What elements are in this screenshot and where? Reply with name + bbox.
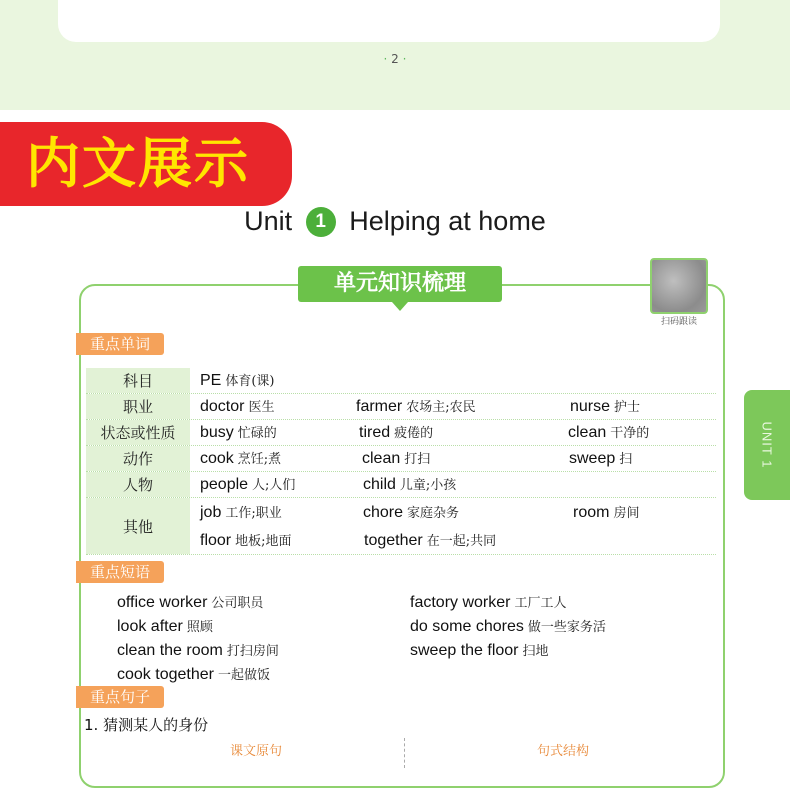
section-key-words: 重点单词 xyxy=(76,333,164,355)
vocab-category: 动作 xyxy=(86,446,190,471)
vocab-item: sweep 扫 xyxy=(569,450,633,467)
vocab-category: 其他 xyxy=(86,498,190,554)
vocab-table xyxy=(86,368,716,555)
section-key-sentences: 重点句子 xyxy=(76,686,164,708)
vocab-item: floor 地板;地面 xyxy=(200,532,292,549)
vocab-item: tired 疲倦的 xyxy=(359,424,434,441)
column-original-sentence: 课文原句 xyxy=(230,744,283,759)
vocab-row xyxy=(86,446,716,472)
column-divider xyxy=(404,738,405,768)
vocab-category: 科目 xyxy=(86,368,190,393)
previous-page-card xyxy=(58,0,720,42)
vocab-item: busy 忙碌的 xyxy=(200,424,277,441)
content-preview-banner xyxy=(0,122,292,206)
sentence-group-title: 1. 猜测某人的身份 xyxy=(84,716,209,734)
vocab-row xyxy=(86,394,716,420)
unit-prefix: Unit xyxy=(244,206,293,236)
phrase-item: do some chores 做一些家务活 xyxy=(410,618,606,635)
vocab-item: people 人;人们 xyxy=(200,476,296,493)
page-number: · 2 · xyxy=(383,52,407,66)
phrase-item: cook together 一起做饭 xyxy=(117,666,270,683)
section-key-phrases: 重点短语 xyxy=(76,561,164,583)
knowledge-box-title: 单元知识梳理 xyxy=(298,266,502,302)
unit-number-badge: 1 xyxy=(306,207,336,237)
vocab-item: nurse 护士 xyxy=(570,398,641,415)
vocab-category: 人物 xyxy=(86,472,190,497)
vocab-category: 职业 xyxy=(86,394,190,419)
vocab-row xyxy=(86,368,716,394)
vocab-row xyxy=(86,472,716,498)
vocab-item: cook 烹饪;煮 xyxy=(200,450,282,467)
banner-text: 内文展示 xyxy=(26,132,250,195)
vocab-item: PE 体育(课) xyxy=(200,372,275,389)
qr-label: 扫码跟读 xyxy=(660,317,697,327)
side-tab-label: UNIT 1 xyxy=(759,421,775,469)
vocab-item: together 在一起;共同 xyxy=(364,532,497,549)
column-sentence-structure: 句式结构 xyxy=(537,744,590,759)
vocab-category: 状态或性质 xyxy=(86,420,190,445)
unit-side-tab[interactable] xyxy=(744,390,790,500)
unit-title xyxy=(0,206,790,246)
vocab-row xyxy=(86,420,716,446)
vocab-item: clean 干净的 xyxy=(568,424,650,441)
vocab-row xyxy=(86,498,716,555)
vocab-item: child 儿童;小孩 xyxy=(363,476,457,493)
vocab-item: job 工作;职业 xyxy=(200,504,282,521)
previous-page-band xyxy=(0,0,790,110)
phrase-item: sweep the floor 扫地 xyxy=(410,642,549,659)
vocab-item: clean 打扫 xyxy=(362,450,431,467)
vocab-item: doctor 医生 xyxy=(200,398,275,415)
vocab-item: farmer 农场主;农民 xyxy=(356,398,476,415)
phrase-item: factory worker 工厂工人 xyxy=(410,594,567,611)
unit-name: Helping at home xyxy=(349,206,546,236)
phrase-item: look after 照顾 xyxy=(117,618,213,635)
qr-code-icon[interactable] xyxy=(650,258,708,314)
vocab-item: chore 家庭杂务 xyxy=(363,504,460,521)
phrase-item: office worker 公司职员 xyxy=(117,594,264,611)
vocab-item: room 房间 xyxy=(573,504,640,521)
phrase-item: clean the room 打扫房间 xyxy=(117,642,279,659)
